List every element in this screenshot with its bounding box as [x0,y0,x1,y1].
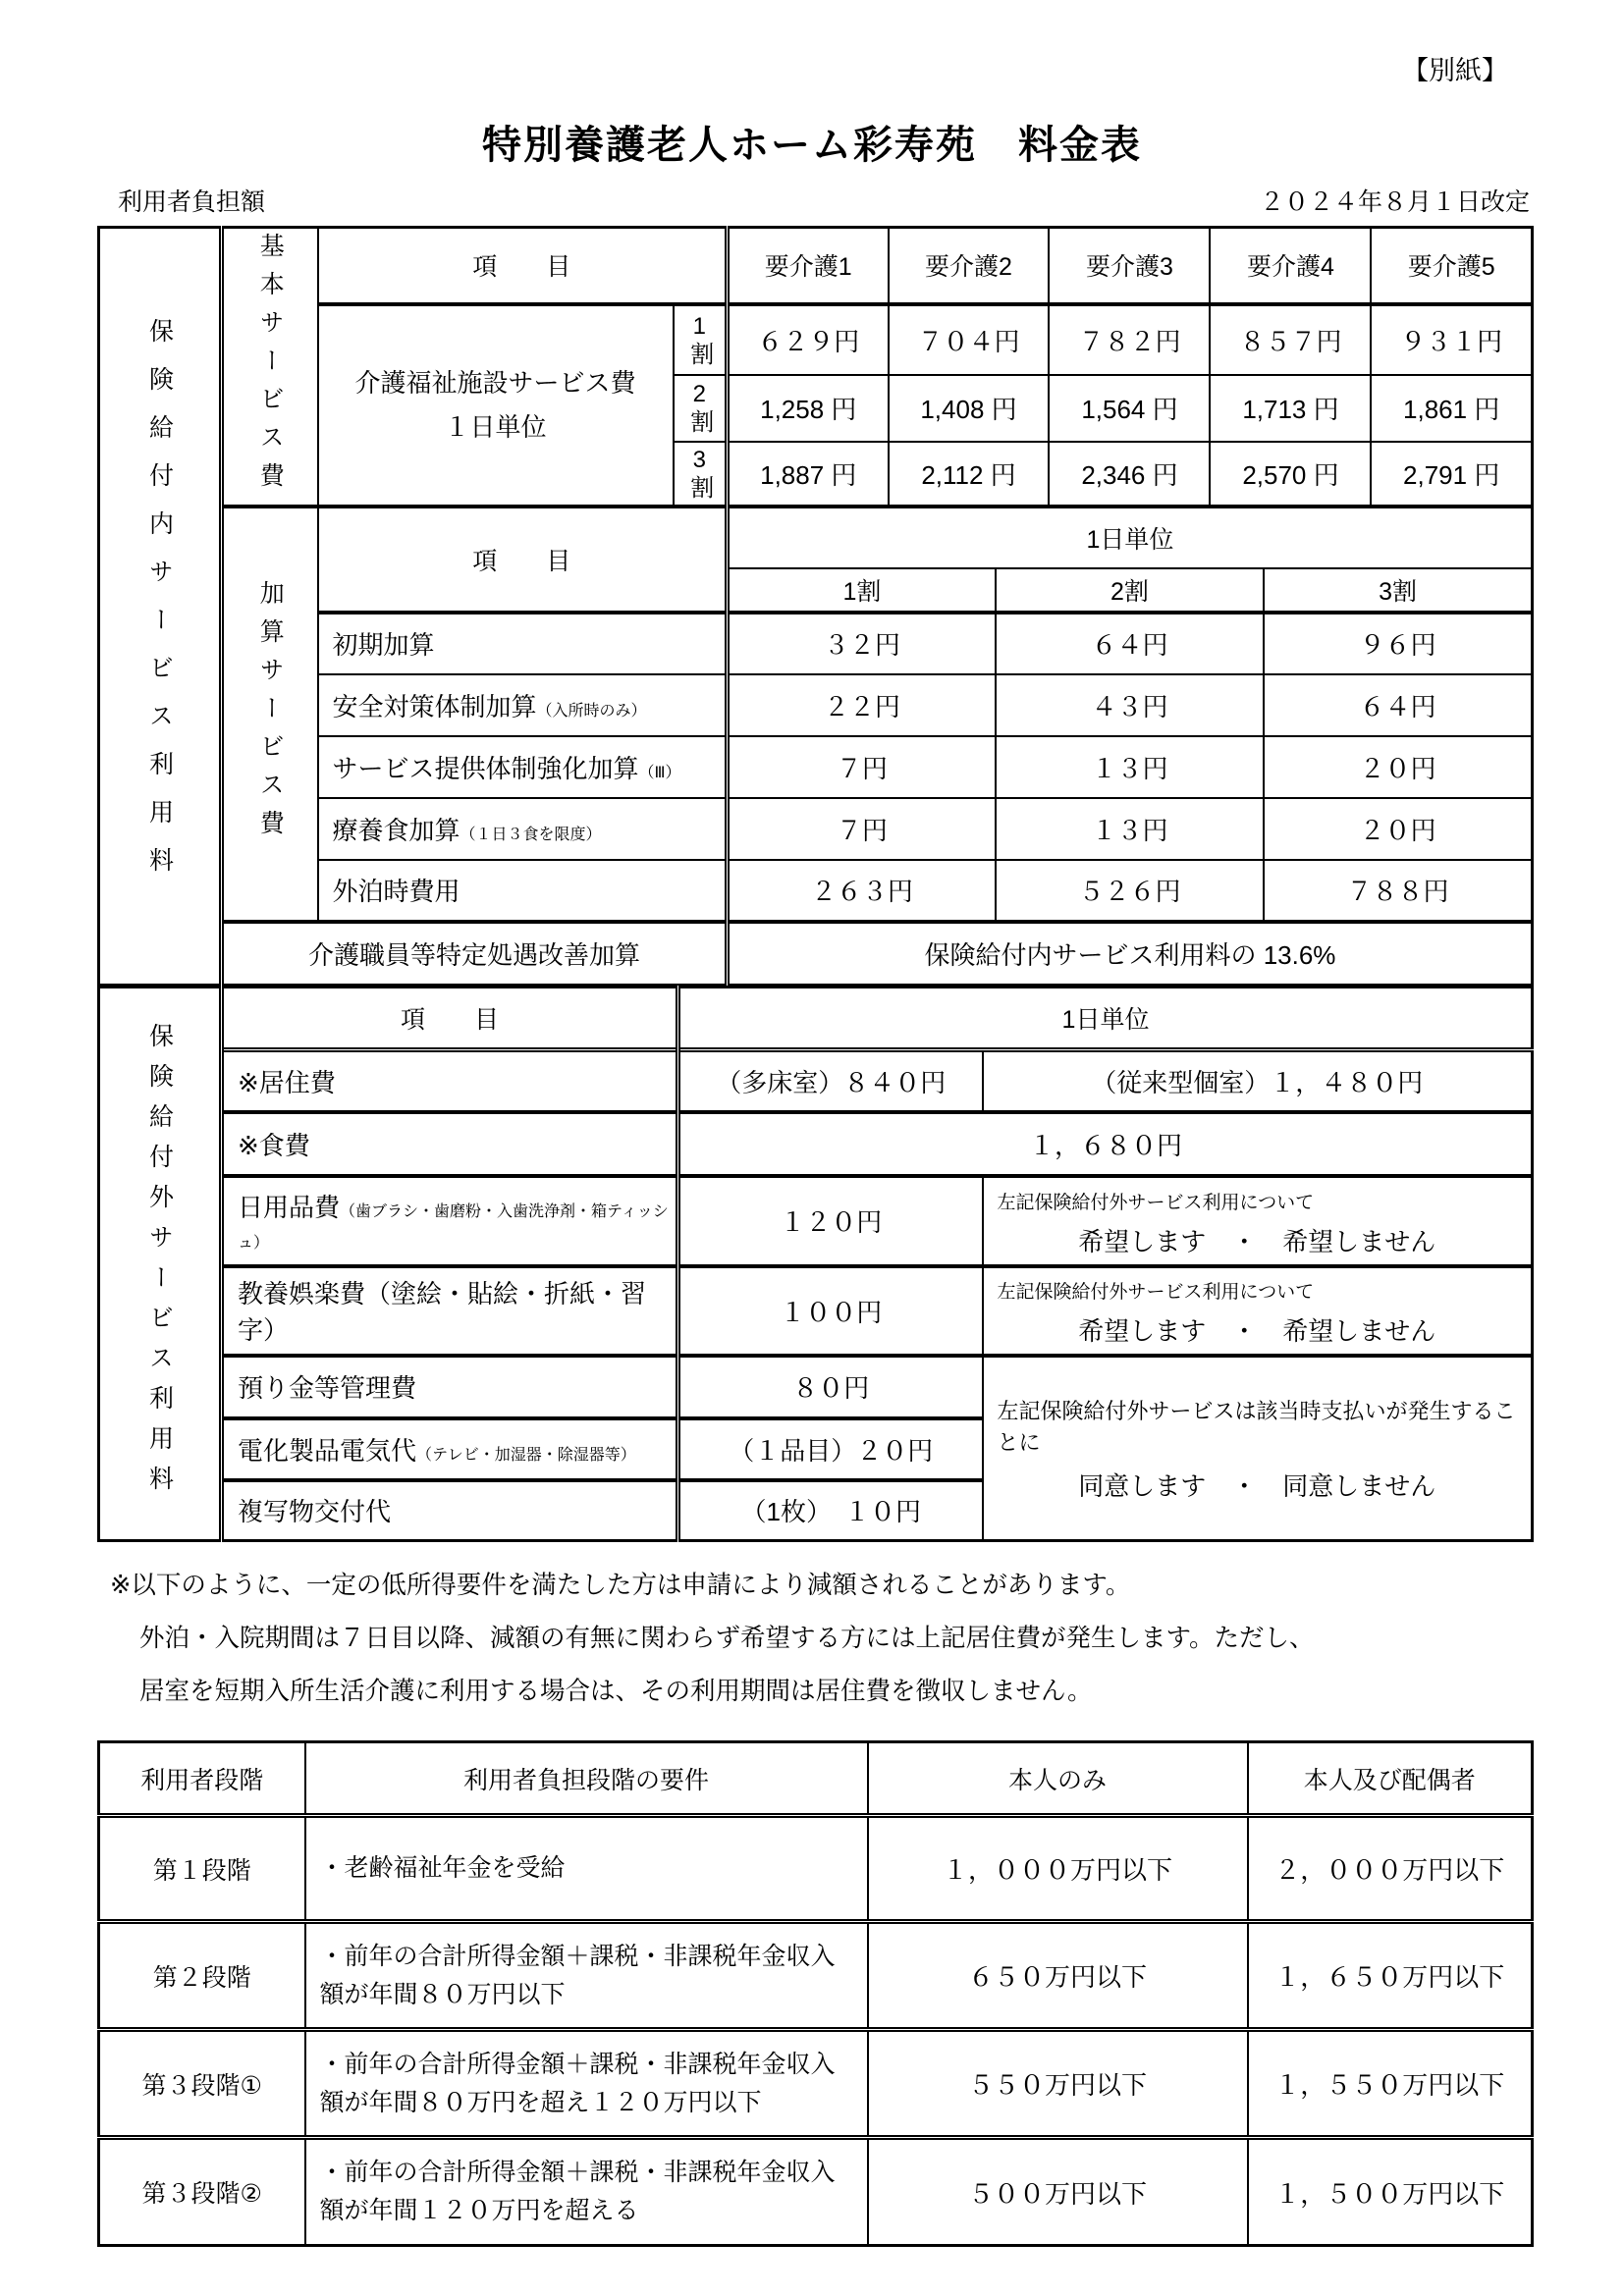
out-of-insurance-table [97,986,1534,1542]
subtitle-row [118,183,1530,218]
opt-in-choice: 希望します ・ 希望しません [1078,1316,1436,1346]
fee-cell: ７円 [728,736,996,798]
rate-label-cell: 1割 [674,304,728,375]
attachment-label: 【別紙】 [1402,56,1508,85]
fee-cell: ５２６円 [996,860,1264,922]
revision-date: ２０２４年８月１日改定 [1259,188,1530,216]
care-level-header-cell: 要介護3 [1049,228,1210,304]
amount-cell: ２，０００万円以下 [1248,1816,1533,1922]
fee-cell: 1,887 円 [728,442,889,507]
fee-cell: 1,861 円 [1371,375,1532,442]
amount-cell: １，６５０万円以下 [1248,1922,1533,2030]
item-header-cell: 項 目 [222,988,678,1050]
addon-label: サービス提供体制強化加算 [332,753,639,783]
row-label: 電化製品電気代 [238,1435,417,1466]
fee-cell: 1,408 円 [889,375,1050,442]
fee-cell: ３２円 [728,613,996,674]
facility-service-fee-label [318,304,674,507]
row-label: ※居住費 [238,1067,336,1097]
fee-cell: ８０円 [678,1356,983,1418]
fee-cell: 1,564 円 [1049,375,1210,442]
addon-label-cell [318,860,728,922]
note-line: ※以下のように、一定の低所得要件を満たした方は申請により減額されることがあります。 [110,1572,1131,1599]
amount-cell: １，０００万円以下 [868,1816,1248,1922]
fee-cell: ６４円 [996,613,1264,674]
consent-note: 左記保険給付外サービスは該当時支払いが発生することに [997,1398,1516,1455]
fee-cell: ２０円 [1264,736,1532,798]
row-label-detail: （テレビ・加湿器・除湿器等） [416,1446,636,1464]
stage-cell: 第３段階① [99,2030,305,2138]
row-label: 教養娯楽費（塗絵・貼絵・折紙・習字） [238,1279,647,1345]
row-label-cell [222,1480,678,1541]
facility-service-fee-unit: １日単位 [444,411,547,442]
row-label-cell [222,1418,678,1480]
fee-cell: １３円 [996,798,1264,860]
fee-cell: ２６３円 [728,860,996,922]
insured-services-table [97,226,1534,987]
side-label-uninsured: 保険給付外サービス利用料 [99,988,222,1541]
burden-label: 利用者負担額 [118,188,266,216]
row-label-cell [222,1356,678,1418]
rate-header-cell: 2割 [996,568,1264,613]
amount-cell: １，５００万円以下 [1248,2138,1533,2246]
fee-cell: １，６８０円 [678,1112,1533,1176]
stage-cell: 第２段階 [99,1922,305,2030]
fee-cell: ８５７円 [1210,304,1371,375]
addon-label-detail: （Ⅲ） [638,764,681,781]
addon-label: 初期加算 [332,630,435,660]
requirement-cell: ・前年の合計所得金額＋課税・非課税年金収入額が年間１２０万円を超える [305,2138,868,2246]
fee-cell: ９３１円 [1371,304,1532,375]
unit-header-cell: 1日単位 [678,988,1533,1050]
income-stage-table [97,1740,1534,2247]
addon-label: 療養食加算 [332,815,460,845]
requirement-cell: ・前年の合計所得金額＋課税・非課税年金収入額が年間８０万円を超え１２０万円以下 [305,2030,868,2138]
addon-label: 安全対策体制加算 [332,691,537,721]
column-header-cell: 利用者負担段階の要件 [305,1742,868,1816]
fee-cell: ４３円 [996,674,1264,736]
fee-cell: 1,713 円 [1210,375,1371,442]
fee-cell: １２０円 [678,1176,983,1266]
treatment-improvement-value: 保険給付内サービス利用料の 13.6% [728,922,1533,986]
fee-cell: ６４円 [1264,674,1532,736]
fee-cell: ７８８円 [1264,860,1532,922]
consent-choice: 同意します ・ 同意しません [1078,1470,1436,1501]
note-line: 外泊・入院期間は７日目以降、減額の有無に関わらず希望する方には上記居住費が発生します。ただし、 [139,1625,1315,1653]
row-label-cell [222,1112,678,1176]
treatment-improvement-label: 介護職員等特定処遇改善加算 [222,922,728,986]
opt-in-note: 左記保険給付外サービス利用について [997,1192,1315,1213]
column-header-cell: 利用者段階 [99,1742,305,1816]
addon-label: 外泊時費用 [332,877,460,906]
fee-cell: （１品目）２０円 [678,1418,983,1480]
rate-label-cell: 3割 [674,442,728,507]
row-label: 複写物交付代 [238,1497,392,1527]
fee-cell: ２２円 [728,674,996,736]
rate-header-cell: 1割 [728,568,996,613]
fee-cell: ７８２円 [1049,304,1210,375]
fee-cell: （多床室）８４０円 [678,1050,983,1112]
category-addon-service-fee: 加算サービス費 [222,507,318,922]
addon-label-cell [318,674,728,736]
fee-cell: ２０円 [1264,798,1532,860]
fee-cell: 2,112 円 [889,442,1050,507]
side-label-insured: 保険給付内サービス利用料 [99,228,222,986]
consent-cell [983,1356,1533,1541]
category-basic-service-fee: 基本サービス費 [222,228,318,507]
fee-cell: １３円 [996,736,1264,798]
rate-label-cell: 2割 [674,375,728,442]
row-label-cell [222,1266,678,1356]
row-label: 日用品費 [238,1192,341,1222]
requirement-cell: ・老齢福祉年金を受給 [305,1816,868,1922]
column-header-cell: 本人のみ [868,1742,1248,1816]
stage-cell: 第３段階② [99,2138,305,2246]
care-level-header-cell: 要介護5 [1371,228,1532,304]
fee-cell: １００円 [678,1266,983,1356]
care-level-header-cell: 要介護1 [728,228,889,304]
amount-cell: ５００万円以下 [868,2138,1248,2246]
amount-cell: ６５０万円以下 [868,1922,1248,2030]
fee-cell: ７円 [728,798,996,860]
opt-in-choice: 希望します ・ 希望しません [1078,1226,1436,1256]
requirement-cell: ・前年の合計所得金額＋課税・非課税年金収入額が年間８０万円以下 [305,1922,868,2030]
addon-label-cell [318,736,728,798]
care-level-header-cell: 要介護4 [1210,228,1371,304]
opt-in-cell [983,1266,1533,1356]
note-line: 居室を短期入所生活介護に利用する場合は、その利用期間は居住費を徴収しません。 [139,1678,1093,1706]
column-header-cell: 本人及び配偶者 [1248,1742,1533,1816]
fee-cell: 2,570 円 [1210,442,1371,507]
fee-cell: 2,791 円 [1371,442,1532,507]
row-label-cell [222,1050,678,1112]
opt-in-note: 左記保険給付外サービス利用について [997,1282,1315,1303]
fee-cell: ７０４円 [889,304,1050,375]
unit-header-cell: 1日単位 [728,507,1533,568]
opt-in-cell [983,1176,1533,1266]
fee-cell: ９６円 [1264,613,1532,674]
item-header-cell: 項 目 [318,228,728,304]
amount-cell: ５５０万円以下 [868,2030,1248,2138]
addon-label-cell [318,798,728,860]
amount-cell: １，５５０万円以下 [1248,2030,1533,2138]
rate-header-cell: 3割 [1264,568,1532,613]
stage-cell: 第１段階 [99,1816,305,1922]
item-header-cell: 項 目 [318,507,728,613]
fee-cell: ６２９円 [728,304,889,375]
addon-label-cell [318,613,728,674]
row-label: 預り金等管理費 [238,1373,417,1403]
fee-cell: （従来型個室）１，４８０円 [983,1050,1533,1112]
care-level-header-cell: 要介護2 [889,228,1050,304]
page-title: 特別養護老人ホーム彩寿苑 料金表 [482,124,1142,167]
fee-cell: 1,258 円 [728,375,889,442]
addon-label-detail: （入所時のみ） [536,702,647,720]
addon-label-detail: （１日３食を限度） [460,826,602,843]
row-label-detail: （歯ブラシ・歯磨粉・入歯洗浄剤・箱ティッシュ） [238,1202,669,1252]
fee-cell: 2,346 円 [1049,442,1210,507]
notes-paragraph [110,1559,1545,1718]
row-label: ※食費 [238,1130,310,1160]
facility-service-fee-name: 介護福祉施設サービス費 [354,368,636,399]
fee-cell: （1枚） １０円 [678,1480,983,1541]
row-label-cell [222,1176,678,1266]
